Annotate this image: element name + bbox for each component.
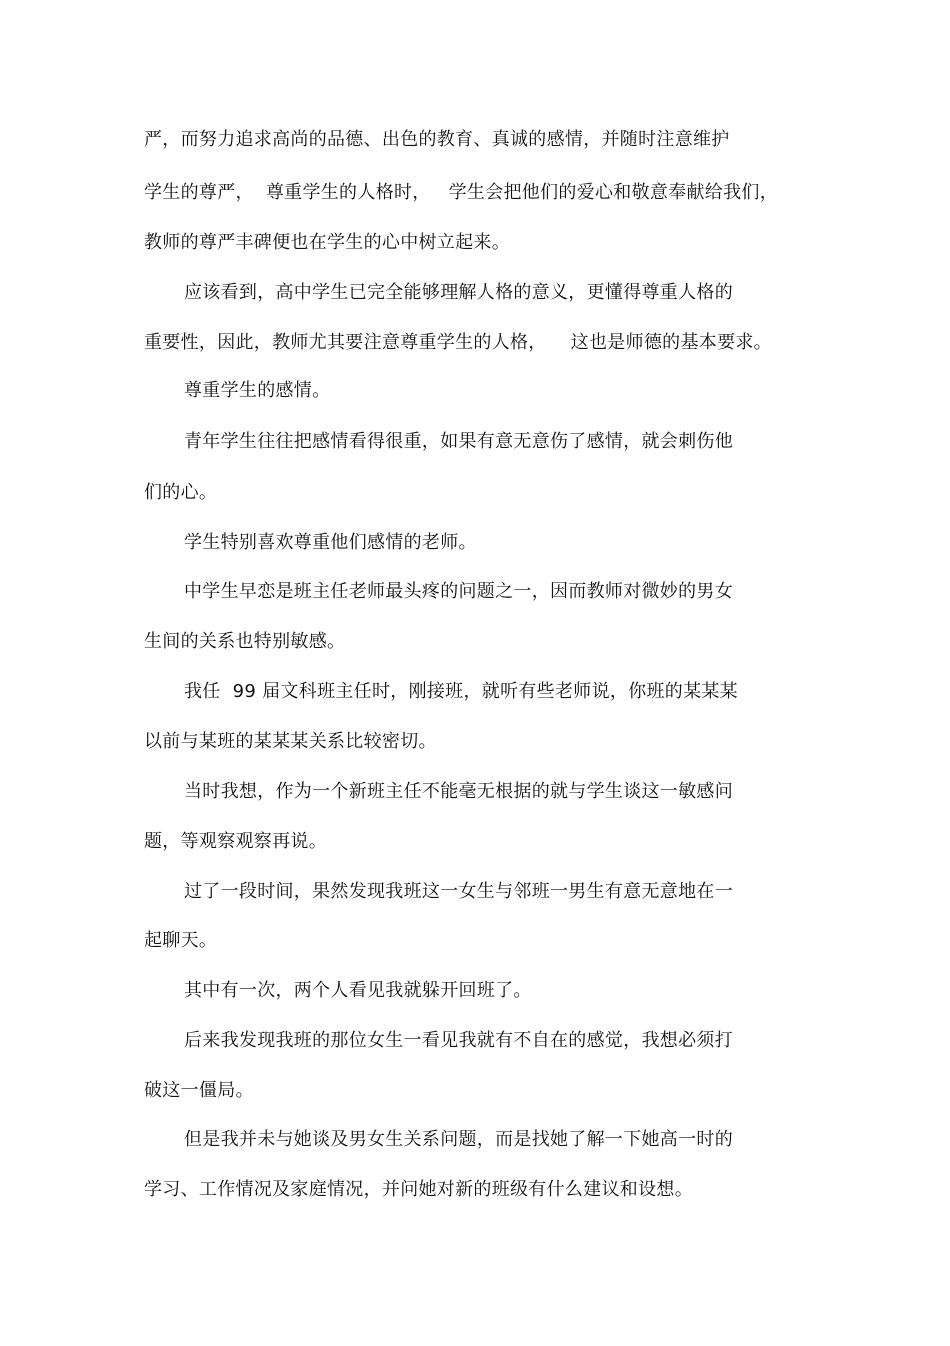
text-line: 学习、工作情况及家庭情况，并问她对新的班级有什么建议和设想。	[144, 1179, 693, 1200]
text-line: 生间的关系也特别敏感。	[144, 631, 346, 652]
paragraph-first-line: 中学生早恋是班主任老师最头疼的问题之一，因而教师对微妙的男女	[184, 581, 733, 602]
text-line: 严，而努力追求高尚的品德、出色的教育、真诚的感情，并随时注意维护	[144, 129, 730, 150]
text-line: 起聊天。	[144, 930, 218, 951]
paragraph-first-line: 后来我发现我班的那位女生一看见我就有不自在的感觉，我想必须打	[184, 1030, 733, 1051]
text-line: 教师的尊严丰碑便也在学生的心中树立起来。	[144, 232, 510, 253]
paragraph-first-line: 过了一段时间，果然发现我班这一女生与邻班一男生有意无意地在一	[184, 881, 733, 902]
text-line: 以前与某班的某某某关系比较密切。	[144, 731, 437, 752]
text-line: 题，等观察观察再说。	[144, 831, 327, 852]
paragraph-first-line: 学生特别喜欢尊重他们感情的老师。	[184, 532, 477, 553]
paragraph-first-line: 当时我想，作为一个新班主任不能毫无根据的就与学生谈这一敏感问	[184, 781, 733, 802]
paragraph-first-line: 但是我并未与她谈及男女生关系问题，而是找她了解一下她高一时的	[184, 1129, 733, 1150]
text-line: 学生的尊严， 尊重学生的人格时， 学生会把他们的爱心和敬意奉献给我们，	[144, 182, 779, 203]
text-line: 重要性，因此，教师尤其要注意尊重学生的人格， 这也是师德的基本要求。	[144, 332, 772, 353]
text-line: 破这一僵局。	[144, 1080, 254, 1101]
text-line: 们的心。	[144, 482, 218, 503]
paragraph-first-line: 尊重学生的感情。	[184, 380, 331, 401]
paragraph-first-line: 我任 99 届文科班主任时，刚接班，就听有些老师说，你班的某某某	[184, 681, 738, 702]
paragraph-first-line: 应该看到，高中学生已完全能够理解人格的意义，更懂得尊重人格的	[184, 282, 733, 303]
paragraph-first-line: 其中有一次，两个人看见我就躲开回班了。	[184, 980, 532, 1001]
paragraph-first-line: 青年学生往往把感情看得很重，如果有意无意伤了感情，就会刺伤他	[184, 431, 733, 452]
